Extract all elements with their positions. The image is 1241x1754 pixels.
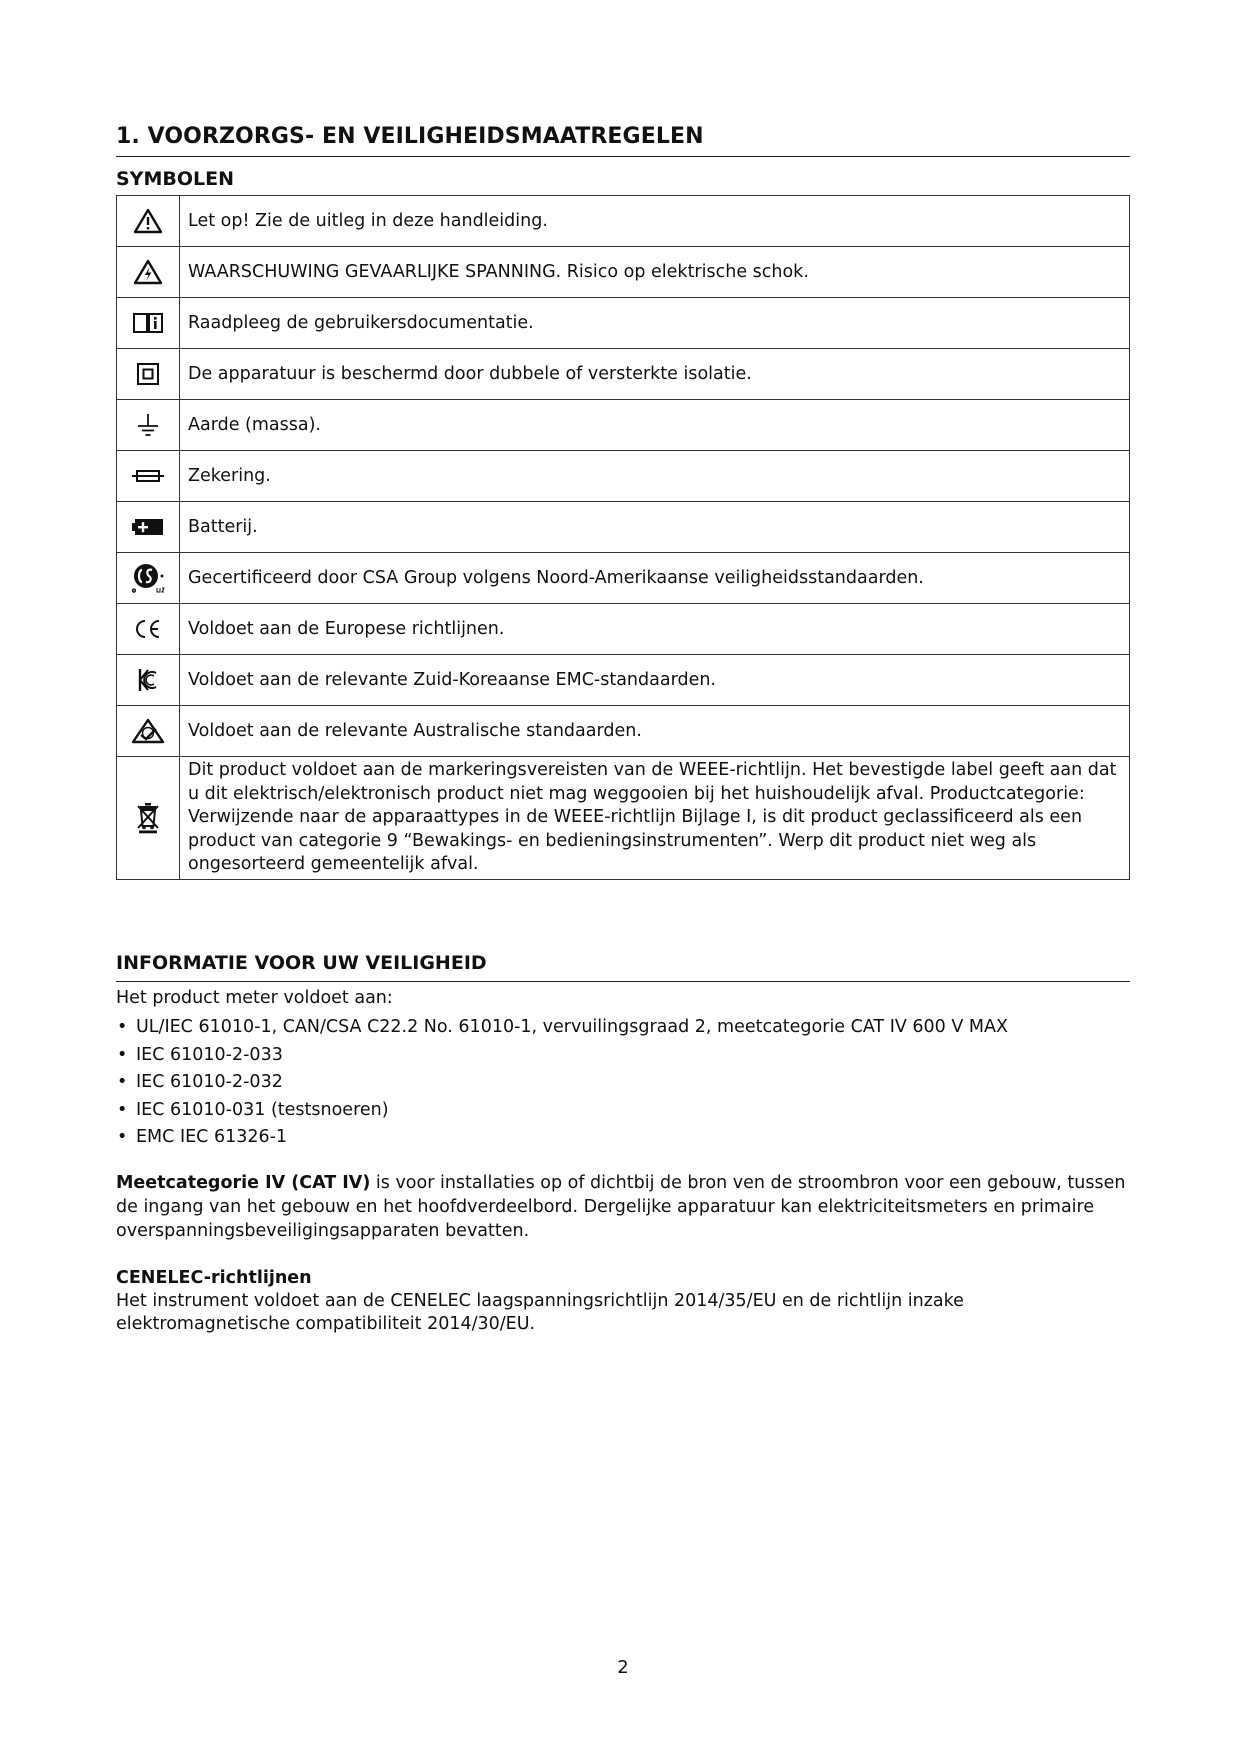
- symbol-row: [117, 451, 1130, 502]
- cenelec-paragraph: Het instrument voldoet aan de CENELEC laagspanningsrichtlijn 2014/35/EU en de richtlijn inzake elektromagnetische compatibiliteit 2014/30/EU.: [116, 1291, 964, 1334]
- list-item: • UL/IEC 61010-1, CAN/CSA C22.2 No. 61010-1, vervuilingsgraad 2, meetcategorie CAT IV 600 V MAX: [116, 1014, 1008, 1042]
- symbol-row: [117, 553, 1130, 604]
- csa-mark-icon: [117, 553, 180, 604]
- cat-iv-paragraph: [116, 1171, 1130, 1243]
- fuse-icon: [117, 451, 180, 502]
- ce-mark-icon: [117, 604, 180, 655]
- symbol-description: Voldoet aan de Europese richtlijnen.: [180, 604, 1130, 655]
- symbol-description: Raadpleeg de gebruikersdocumentatie.: [180, 298, 1130, 349]
- cat-iv-text: is voor installaties op of dichtbij de bron ven de stroombron voor een gebouw, tussen de ingang van het gebouw en het hoofdverdeelbord. Dergelijke apparatuur kan elektriciteitsmeters en primaire overspanningsbeveiligingsapparaten bevatten.: [116, 1173, 1126, 1241]
- heading-rule: [116, 156, 1130, 157]
- symbol-row: [117, 706, 1130, 757]
- list-item: • IEC 61010-2-033: [116, 1042, 1008, 1070]
- list-item: • IEC 61010-2-032: [116, 1069, 1008, 1097]
- symbol-row: [117, 400, 1130, 451]
- symbol-description: WAARSCHUWING GEVAARLIJKE SPANNING. Risico op elektrische schok.: [180, 247, 1130, 298]
- list-item: • EMC IEC 61326-1: [116, 1124, 1008, 1152]
- safety-heading-rule: [116, 981, 1130, 982]
- symbol-description: Zekering.: [180, 451, 1130, 502]
- symbols-table: [116, 195, 1130, 880]
- warning-triangle-icon: [117, 196, 180, 247]
- manual-info-icon: [117, 298, 180, 349]
- rcm-mark-icon: [117, 706, 180, 757]
- symbol-row: [117, 196, 1130, 247]
- cenelec-heading: CENELEC-richtlijnen: [116, 1268, 312, 1288]
- page-number: 2: [617, 1657, 629, 1678]
- symbol-row: [117, 247, 1130, 298]
- standards-list: [116, 1014, 1008, 1152]
- symbol-row: [117, 502, 1130, 553]
- symbol-description: Batterij.: [180, 502, 1130, 553]
- high-voltage-warning-icon: [117, 247, 180, 298]
- symbol-row: [117, 757, 1130, 880]
- symbol-row: [117, 349, 1130, 400]
- symbols-heading: SYMBOLEN: [116, 168, 234, 190]
- symbol-description: Let op! Zie de uitleg in deze handleiding.: [180, 196, 1130, 247]
- double-insulation-icon: [117, 349, 180, 400]
- symbol-description: Aarde (massa).: [180, 400, 1130, 451]
- symbol-description: Voldoet aan de relevante Australische standaarden.: [180, 706, 1130, 757]
- ground-icon: [117, 400, 180, 451]
- list-item: • IEC 61010-031 (testsnoeren): [116, 1097, 1008, 1125]
- symbol-description: Dit product voldoet aan de markeringsvereisten van de WEEE-richtlijn. Het bevestigde label geeft aan dat u dit elektrisch/elektronisch product niet mag weggooien bij het huishoudelijk afval. Productcategorie: Verwijzende naar de apparaattypes in de WEEE-richtlijn Bijlage I, is dit product geclassificeerd als een product van categorie 9 “Bewakings- en bedieningsinstrumenten”. Werp dit product niet weg als ongesorteerd gemeentelijk afval.: [180, 757, 1130, 880]
- symbol-description: Voldoet aan de relevante Zuid-Koreaanse EMC-standaarden.: [180, 655, 1130, 706]
- battery-icon: [117, 502, 180, 553]
- kc-mark-icon: [117, 655, 180, 706]
- safety-intro: Het product meter voldoet aan:: [116, 988, 393, 1008]
- symbol-row: [117, 298, 1130, 349]
- weee-bin-icon: [117, 757, 180, 880]
- symbol-description: Gecertificeerd door CSA Group volgens Noord-Amerikaanse veiligheidsstandaarden.: [180, 553, 1130, 604]
- safety-heading: INFORMATIE VOOR UW VEILIGHEID: [116, 952, 487, 974]
- cat-iv-term: Meetcategorie IV (CAT IV): [116, 1173, 371, 1193]
- symbol-row: [117, 655, 1130, 706]
- symbol-description: De apparatuur is beschermd door dubbele of versterkte isolatie.: [180, 349, 1130, 400]
- section-heading: 1. VOORZORGS- EN VEILIGHEIDSMAATREGELEN: [116, 124, 704, 149]
- symbol-row: [117, 604, 1130, 655]
